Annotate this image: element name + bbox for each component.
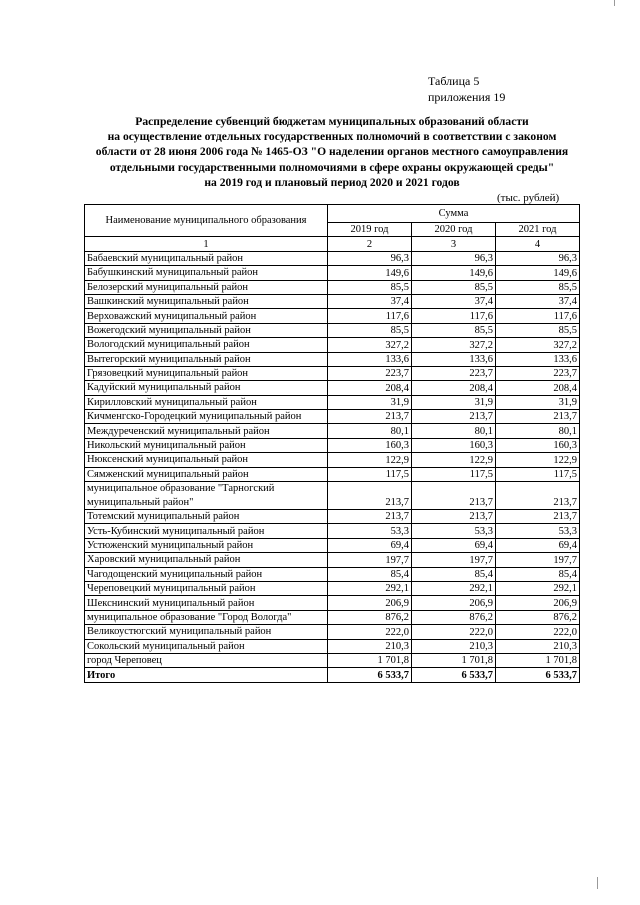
value-2021: 37,4 (496, 294, 580, 308)
value-2021: 210,3 (496, 639, 580, 653)
header-sum: Сумма (328, 205, 580, 223)
table-row (85, 352, 580, 366)
column-number: 3 (412, 237, 496, 251)
value-2019: 876,2 (328, 610, 412, 624)
table-row (85, 596, 580, 610)
header-year-2019: 2019 год (328, 223, 412, 237)
value-2019: 96,3 (328, 251, 412, 265)
value-2021: 197,7 (496, 553, 580, 567)
municipality-name: Междуреченский муниципальный район (85, 424, 328, 438)
municipality-name: муниципальное образование "Город Вологда" (85, 610, 328, 624)
value-2021: 223,7 (496, 366, 580, 380)
total-label: Итого (85, 668, 328, 682)
value-2020: 1 701,8 (412, 653, 496, 667)
municipality-name: Никольский муниципальный район (85, 438, 328, 452)
value-2021: 117,6 (496, 309, 580, 323)
value-2020: 160,3 (412, 438, 496, 452)
annex-table-number: Таблица 5 (428, 74, 480, 88)
municipality-name: Бабаевский муниципальный район (85, 251, 328, 265)
municipality-name: Грязовецкий муниципальный район (85, 366, 328, 380)
value-2019: 210,3 (328, 639, 412, 653)
value-2020: 213,7 (412, 482, 496, 510)
header-year-2020: 2020 год (412, 223, 496, 237)
value-2021: 69,4 (496, 538, 580, 552)
municipality-name: Нюксенский муниципальный район (85, 453, 328, 467)
value-2020: 85,5 (412, 280, 496, 294)
municipality-name: Бабушкинский муниципальный район (85, 266, 328, 280)
municipality-name: Вологодский муниципальный район (85, 338, 328, 352)
table-row (85, 610, 580, 624)
value-2019: 222,0 (328, 625, 412, 639)
value-2021: 206,9 (496, 596, 580, 610)
municipality-name: Чагодощенский муниципальный район (85, 567, 328, 581)
value-2021: 53,3 (496, 524, 580, 538)
value-2021: 213,7 (496, 482, 580, 510)
municipality-name: Шекснинский муниципальный район (85, 596, 328, 610)
value-2021: 292,1 (496, 581, 580, 595)
table-row (85, 553, 580, 567)
value-2021: 117,5 (496, 467, 580, 481)
value-2020: 80,1 (412, 424, 496, 438)
title-line-1: Распределение субвенций бюджетам муниципальных образований области (135, 115, 529, 128)
value-2021: 31,9 (496, 395, 580, 409)
value-2019: 31,9 (328, 395, 412, 409)
value-2019: 85,5 (328, 280, 412, 294)
value-2020: 122,9 (412, 453, 496, 467)
value-2019: 292,1 (328, 581, 412, 595)
municipality-name: Великоустюгский муниципальный район (85, 625, 328, 639)
table-row (85, 625, 580, 639)
units-label: (тыс. рублей) (497, 192, 560, 204)
value-2021: 85,5 (496, 323, 580, 337)
title-line-3: области от 28 июня 2006 года № 1465-ОЗ "О наделении органов местного самоуправления (95, 145, 569, 159)
value-2019: 80,1 (328, 424, 412, 438)
value-2020: 96,3 (412, 251, 496, 265)
value-2020: 69,4 (412, 538, 496, 552)
table-row (85, 294, 580, 308)
value-2020: 117,6 (412, 309, 496, 323)
value-2021: 1 701,8 (496, 653, 580, 667)
municipality-name: Устюженский муниципальный район (85, 538, 328, 552)
document-title (84, 114, 580, 190)
municipality-name: Вашкинский муниципальный район (85, 294, 328, 308)
header-year-2021: 2021 год (496, 223, 580, 237)
value-2020: 197,7 (412, 553, 496, 567)
municipality-name: Вожегодский муниципальный район (85, 323, 328, 337)
value-2020: 53,3 (412, 524, 496, 538)
table-row (85, 510, 580, 524)
municipality-name: Сямженский муниципальный район (85, 467, 328, 481)
table-row (85, 467, 580, 481)
value-2020: 149,6 (412, 266, 496, 280)
value-2019: 197,7 (328, 553, 412, 567)
value-2020: 31,9 (412, 395, 496, 409)
value-2021: 122,9 (496, 453, 580, 467)
value-2021: 85,5 (496, 280, 580, 294)
total-2019: 6 533,7 (328, 668, 412, 682)
value-2020: 133,6 (412, 352, 496, 366)
table-row (85, 280, 580, 294)
value-2021: 222,0 (496, 625, 580, 639)
table-row (85, 266, 580, 280)
value-2021: 160,3 (496, 438, 580, 452)
value-2021: 213,7 (496, 510, 580, 524)
total-2020: 6 533,7 (412, 668, 496, 682)
title-line-5: на 2019 год и плановый период 2020 и 2021 годов (204, 175, 460, 189)
value-2019: 208,4 (328, 381, 412, 395)
value-2019: 133,6 (328, 352, 412, 366)
municipality-name: Череповецкий муниципальный район (85, 581, 328, 595)
value-2021: 213,7 (496, 410, 580, 424)
value-2019: 223,7 (328, 366, 412, 380)
value-2020: 876,2 (412, 610, 496, 624)
municipality-name: Белозерский муниципальный район (85, 280, 328, 294)
scan-mark-top (614, 0, 615, 6)
table-row (85, 338, 580, 352)
value-2020: 213,7 (412, 510, 496, 524)
municipality-name: Кадуйский муниципальный район (85, 381, 328, 395)
value-2020: 222,0 (412, 625, 496, 639)
value-2019: 85,4 (328, 567, 412, 581)
table-row (85, 639, 580, 653)
value-2021: 208,4 (496, 381, 580, 395)
table-row (85, 323, 580, 337)
annex-label (428, 73, 505, 105)
value-2020: 37,4 (412, 294, 496, 308)
table-row (85, 410, 580, 424)
value-2019: 213,7 (328, 410, 412, 424)
table-row (85, 395, 580, 409)
value-2019: 117,5 (328, 467, 412, 481)
value-2020: 213,7 (412, 410, 496, 424)
value-2019: 122,9 (328, 453, 412, 467)
table-row (85, 438, 580, 452)
value-2020: 327,2 (412, 338, 496, 352)
value-2019: 149,6 (328, 266, 412, 280)
municipality-name: муниципальное образование "Тарногский муниципальный район" (85, 482, 328, 510)
column-number: 4 (496, 237, 580, 251)
value-2021: 327,2 (496, 338, 580, 352)
table-row (85, 653, 580, 667)
value-2020: 292,1 (412, 581, 496, 595)
value-2021: 133,6 (496, 352, 580, 366)
title-line-2: на осуществление отдельных государственных полномочий в соответствии с законом (107, 130, 557, 144)
value-2019: 213,7 (328, 510, 412, 524)
value-2021: 80,1 (496, 424, 580, 438)
total-2021: 6 533,7 (496, 668, 580, 682)
value-2019: 53,3 (328, 524, 412, 538)
value-2020: 85,5 (412, 323, 496, 337)
value-2021: 876,2 (496, 610, 580, 624)
value-2019: 160,3 (328, 438, 412, 452)
title-line-4: отдельными государственными полномочиями в сфере охраны окружающей среды" (109, 160, 555, 174)
municipality-name: Харовский муниципальный район (85, 553, 328, 567)
municipality-name: Усть-Кубинский муниципальный район (85, 524, 328, 538)
municipality-name: Кирилловский муниципальный район (85, 395, 328, 409)
table-row (85, 366, 580, 380)
table-row (85, 581, 580, 595)
value-2019: 117,6 (328, 309, 412, 323)
value-2019: 213,7 (328, 482, 412, 510)
value-2021: 96,3 (496, 251, 580, 265)
municipality-name: Тотемский муниципальный район (85, 510, 328, 524)
value-2020: 208,4 (412, 381, 496, 395)
value-2020: 206,9 (412, 596, 496, 610)
municipality-name: Вытегорский муниципальный район (85, 352, 328, 366)
table-row (85, 309, 580, 323)
value-2021: 149,6 (496, 266, 580, 280)
column-number: 1 (85, 237, 328, 251)
value-2021: 85,4 (496, 567, 580, 581)
table-body (85, 251, 580, 668)
value-2020: 117,5 (412, 467, 496, 481)
value-2020: 85,4 (412, 567, 496, 581)
value-2019: 1 701,8 (328, 653, 412, 667)
municipality-name: Кичменгско-Городецкий муниципальный район (85, 410, 328, 424)
table-row (85, 538, 580, 552)
value-2020: 223,7 (412, 366, 496, 380)
table-row (85, 482, 580, 510)
table-row (85, 251, 580, 265)
municipality-name: Сокольский муниципальный район (85, 639, 328, 653)
annex-appendix-number: приложения 19 (428, 90, 506, 104)
table-row (85, 453, 580, 467)
value-2019: 85,5 (328, 323, 412, 337)
value-2019: 37,4 (328, 294, 412, 308)
value-2020: 210,3 (412, 639, 496, 653)
subsidy-table (84, 204, 580, 683)
header-name: Наименование муниципального образования (85, 205, 328, 237)
table-row (85, 381, 580, 395)
value-2019: 69,4 (328, 538, 412, 552)
municipality-name: Верховажский муниципальный район (85, 309, 328, 323)
value-2019: 206,9 (328, 596, 412, 610)
value-2019: 327,2 (328, 338, 412, 352)
scan-mark-bottom (597, 877, 598, 889)
column-number: 2 (328, 237, 412, 251)
total-row (85, 668, 580, 682)
table-row (85, 424, 580, 438)
table-row (85, 567, 580, 581)
table-row (85, 524, 580, 538)
municipality-name: город Череповец (85, 653, 328, 667)
